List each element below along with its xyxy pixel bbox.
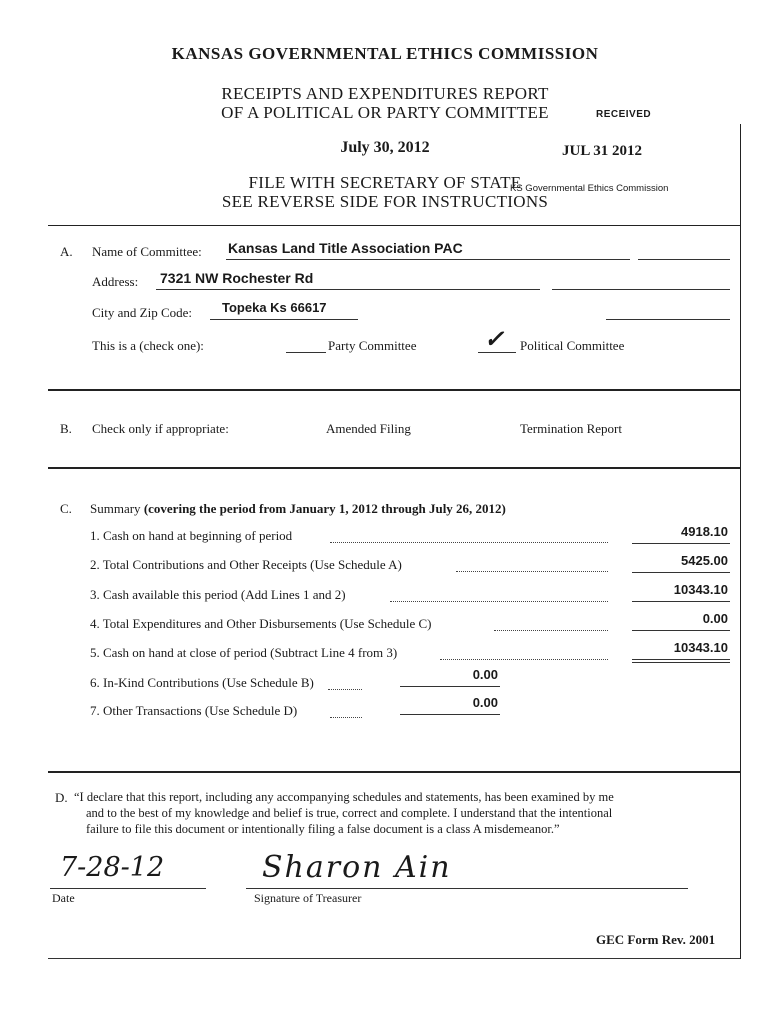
appropriate-label: Check only if appropriate:: [92, 421, 229, 436]
summary-line-7-rule: [400, 714, 500, 715]
received-stamp-agency: KS Governmental Ethics Commission: [510, 183, 669, 194]
summary-line-5-value: 10343.10: [673, 640, 728, 655]
summary-line-2-rule: [632, 572, 730, 573]
date-label: Date: [52, 891, 75, 905]
summary-line-4-leader: [494, 630, 608, 631]
party-committee-checkbox: [286, 352, 326, 353]
summary-line-6-rule: [400, 686, 500, 687]
summary-line-5-double-rule: [632, 662, 730, 663]
declaration-line-2: and to the best of my knowledge and belief is true, correct and complete. I understand that the intentional: [86, 806, 613, 820]
form-revision: GEC Form Rev. 2001: [596, 932, 716, 947]
check-mark-icon: ✓: [484, 324, 505, 353]
section-c-letter: C.: [60, 501, 72, 516]
summary-line-3-value: 10343.10: [673, 582, 728, 597]
committee-name-label: Name of Committee:: [92, 244, 202, 259]
city-zip-value: Topeka Ks 66617: [222, 300, 327, 315]
declaration-line-1: “I declare that this report, including any accompanying schedules and statements, has been examined by me: [74, 790, 614, 804]
summary-line-5-label: 5. Cash on hand at close of period (Subtract Line 4 from 3): [90, 645, 398, 660]
summary-line-3-label: 3. Cash available this period (Add Lines 1 and 2): [90, 587, 346, 602]
section-b-letter: B.: [60, 421, 72, 436]
committee-type-label: This is a (check one):: [92, 338, 204, 353]
summary-prefix: Summary: [90, 501, 141, 516]
committee-name-line: [226, 259, 630, 260]
signature-label: Signature of Treasurer: [254, 891, 362, 905]
summary-line-5-leader: [440, 659, 608, 660]
summary-heading: [90, 501, 506, 517]
address-label: Address:: [92, 274, 139, 289]
summary-line-2-value: 5425.00: [681, 553, 728, 568]
address-value: 7321 NW Rochester Rd: [160, 270, 314, 286]
agency-title: KANSAS GOVERNMENTAL ETHICS COMMISSION: [171, 44, 599, 63]
divider-b-c: [48, 467, 740, 469]
amended-filing-option: Amended Filing: [326, 421, 411, 436]
summary-line-1-value: 4918.10: [681, 524, 728, 539]
party-committee-option: Party Committee: [328, 338, 417, 353]
summary-line-7-label: 7. Other Transactions (Use Schedule D): [90, 703, 298, 718]
frame-right-edge: [740, 124, 741, 959]
summary-line-4-value: 0.00: [702, 611, 728, 626]
summary-line-1-label: 1. Cash on hand at beginning of period: [90, 528, 293, 543]
summary-line-1-rule: [632, 543, 730, 544]
summary-line-4-label: 4. Total Expenditures and Other Disbursements (Use Schedule C): [90, 616, 432, 631]
committee-name-value: Kansas Land Title Association PAC: [228, 240, 463, 256]
divider-footer: [48, 958, 740, 959]
city-zip-line-extra: [606, 319, 730, 320]
received-stamp-date: JUL 31 2012: [562, 143, 643, 159]
report-title-line-1: RECEIPTS AND EXPENDITURES REPORT: [221, 84, 549, 103]
divider-header: [48, 225, 740, 226]
summary-line-7-leader: [330, 717, 362, 718]
signature-line: [246, 888, 688, 889]
date-line: [50, 888, 206, 889]
termination-report-option: Termination Report: [520, 421, 622, 436]
summary-line-2-leader: [456, 571, 608, 572]
summary-line-1-leader: [330, 542, 608, 543]
summary-line-6-label: 6. In-Kind Contributions (Use Schedule B): [90, 675, 314, 690]
summary-line-5-rule: [632, 659, 730, 660]
section-a-letter: A.: [60, 244, 73, 259]
received-stamp-label: RECEIVED: [596, 109, 652, 120]
divider-a-b: [48, 389, 740, 391]
city-zip-label: City and Zip Code:: [92, 305, 193, 320]
signed-date: 7-28-12: [60, 852, 165, 883]
summary-line-7-value: 0.00: [472, 695, 498, 710]
committee-name-line-extra: [638, 259, 730, 260]
treasurer-signature: Sharon Ain: [262, 850, 452, 885]
declaration-line-3: failure to file this document or intentionally filing a false document is a class A misdemeanor.”: [86, 822, 560, 836]
report-title-line-2: OF A POLITICAL OR PARTY COMMITTEE: [221, 103, 549, 122]
summary-line-3-leader: [390, 601, 608, 602]
address-line: [156, 289, 540, 290]
summary-line-6-value: 0.00: [472, 667, 498, 682]
file-instruction-line-1: FILE WITH SECRETARY OF STATE: [248, 173, 522, 192]
section-d-letter: D.: [55, 790, 68, 805]
city-zip-line: [210, 319, 358, 320]
divider-c-d: [48, 771, 740, 773]
summary-line-4-rule: [632, 630, 730, 631]
summary-line-2-label: 2. Total Contributions and Other Receipts (Use Schedule A): [90, 557, 402, 572]
political-committee-option: Political Committee: [520, 338, 625, 353]
summary-line-3-rule: [632, 601, 730, 602]
summary-period: (covering the period from January 1, 2012 through July 26, 2012): [143, 501, 506, 516]
address-line-extra: [552, 289, 730, 290]
report-date: July 30, 2012: [340, 139, 430, 156]
file-instruction-line-2: SEE REVERSE SIDE FOR INSTRUCTIONS: [221, 192, 549, 211]
summary-line-6-leader: [328, 689, 362, 690]
